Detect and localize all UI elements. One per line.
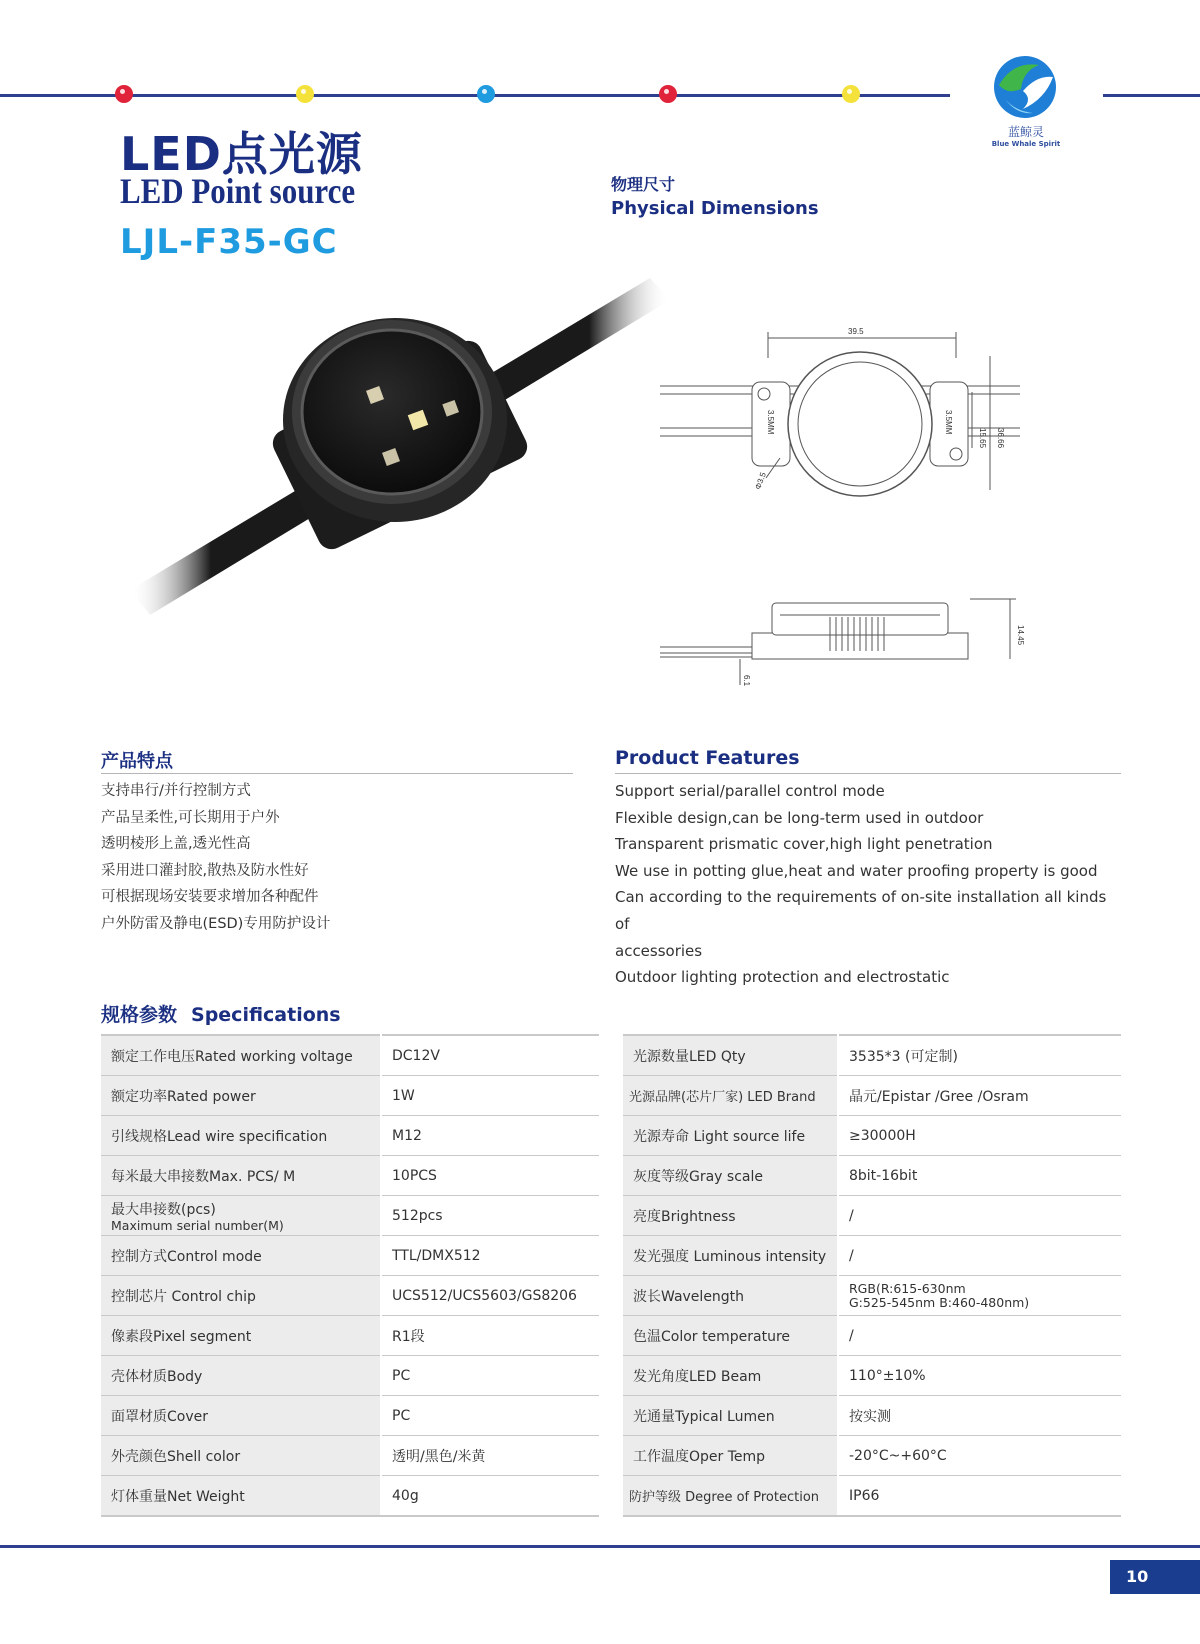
- feature-item-en: We use in potting glue,heat and water proofing property is good: [615, 861, 1098, 880]
- spec-value: 按实测: [838, 1396, 1121, 1436]
- spec-value: 10PCS: [381, 1156, 599, 1196]
- footer-rule: [0, 1545, 1200, 1548]
- table-row: [101, 1396, 599, 1436]
- red-dot-decoration: [115, 85, 133, 103]
- page-title-cn: LED点光源: [120, 127, 363, 181]
- specs-heading-cn: 规格参数: [101, 1004, 178, 1026]
- dimension-drawing-side: [660, 595, 1060, 705]
- spec-label: 光通量Typical Lumen: [623, 1396, 838, 1436]
- spec-value-line2: G:525-545nm B:460-480nm): [849, 1294, 1030, 1310]
- feature-item-cn: 采用进口灌封胶,散热及防水性好: [101, 862, 309, 879]
- feature-item-cn: 产品呈柔性,可长期用于户外: [101, 809, 280, 826]
- red-dot-decoration: [659, 85, 677, 103]
- dimensions-heading-cn: 物理尺寸: [611, 175, 676, 194]
- table-row: [101, 1236, 599, 1276]
- feature-item-cn: 支持串行/并行控制方式: [101, 783, 251, 799]
- feature-item-en: Can according to the requirements of on-site installation all kinds of: [615, 888, 1107, 933]
- specs-table-left: [101, 1034, 599, 1517]
- spec-label: 防护等级 Degree of Protection: [623, 1476, 838, 1517]
- spec-value: [838, 1276, 1121, 1316]
- spec-value: TTL/DMX512: [381, 1236, 599, 1276]
- feature-item-en: Support serial/parallel control mode: [615, 782, 885, 800]
- spec-label: 波长Wavelength: [623, 1276, 838, 1316]
- table-row: [623, 1356, 1121, 1396]
- spec-value: M12: [381, 1116, 599, 1156]
- feature-item-en: Transparent prismatic cover,high light penetration: [615, 835, 993, 854]
- spec-label: 控制方式Control mode: [101, 1236, 381, 1276]
- spec-label-line2: Maximum serial number(M): [111, 1217, 284, 1233]
- dim-side-label-right: 3.5MM: [944, 410, 953, 435]
- page-number: 10: [1110, 1560, 1200, 1594]
- spec-value: /: [838, 1316, 1121, 1356]
- feature-item-cn: 可根据现场安装要求增加各种配件: [101, 889, 319, 906]
- dim-side-label-left: 3.5MM: [766, 410, 775, 435]
- yellow-dot-decoration: [296, 85, 314, 103]
- spec-value: PC: [381, 1396, 599, 1436]
- table-row: [623, 1236, 1121, 1276]
- spec-label: 外壳颜色Shell color: [101, 1436, 381, 1476]
- spec-value: DC12V: [381, 1035, 599, 1076]
- table-row: [623, 1116, 1121, 1156]
- top-rail-right: [1103, 94, 1200, 97]
- table-row: [623, 1476, 1121, 1517]
- features-list-cn: [101, 778, 561, 938]
- spec-value: 512pcs: [381, 1196, 599, 1236]
- spec-label: 光源寿命 Light source life: [623, 1116, 838, 1156]
- specs-table-right: [623, 1034, 1121, 1517]
- spec-value: R1段: [381, 1316, 599, 1356]
- model-number: LJL-F35-GC: [120, 222, 338, 262]
- brand-name-cn: 蓝鲸灵: [1007, 125, 1044, 139]
- spec-label: 灰度等级Gray scale: [623, 1156, 838, 1196]
- spec-label: 亮度Brightness: [623, 1196, 838, 1236]
- spec-label: [101, 1196, 381, 1236]
- spec-label-line1: 最大串接数(pcs): [111, 1201, 216, 1218]
- table-row: [623, 1156, 1121, 1196]
- spec-label: 发光角度LED Beam: [623, 1356, 838, 1396]
- dimension-drawing-top: [660, 318, 1020, 528]
- feature-item-cn: 透明棱形上盖,透光性高: [101, 836, 251, 853]
- spec-label: 面罩材质Cover: [101, 1396, 381, 1436]
- spec-value: ≥30000H: [838, 1116, 1121, 1156]
- spec-value: IP66: [838, 1476, 1121, 1517]
- table-row: [101, 1276, 599, 1316]
- spec-label: 发光强度 Luminous intensity: [623, 1236, 838, 1276]
- dim-hole-label: Φ3.5: [753, 471, 768, 491]
- product-photo: [130, 270, 690, 650]
- spec-label: 壳体材质Body: [101, 1356, 381, 1396]
- blue-dot-decoration: [477, 85, 495, 103]
- spec-value-line1: RGB(R:615-630nm: [849, 1280, 966, 1296]
- specs-heading-en: Specifications: [191, 1004, 341, 1026]
- spec-value: UCS512/UCS5603/GS8206: [381, 1276, 599, 1316]
- table-row: [101, 1356, 599, 1396]
- spec-label: 控制芯片 Control chip: [101, 1276, 381, 1316]
- spec-value: -20°C~+60°C: [838, 1436, 1121, 1476]
- table-row: [623, 1436, 1121, 1476]
- table-row: [101, 1035, 599, 1076]
- table-row: [623, 1076, 1121, 1116]
- spec-label: 每米最大串接数Max. PCS/ M: [101, 1156, 381, 1196]
- features-list-en: [615, 778, 1125, 991]
- feature-item-en: Outdoor lighting protection and electrostatic: [615, 968, 950, 987]
- feature-item-en: Flexible design,can be long-term used in outdoor: [615, 808, 984, 827]
- feature-item-cn: 户外防雷及静电(ESD)专用防护设计: [101, 915, 331, 932]
- yellow-dot-decoration: [842, 85, 860, 103]
- spec-label: 额定工作电压Rated working voltage: [101, 1035, 381, 1076]
- spec-value: 8bit-16bit: [838, 1156, 1121, 1196]
- spec-value: PC: [381, 1356, 599, 1396]
- spec-label: 额定功率Rated power: [101, 1076, 381, 1116]
- table-row: [623, 1196, 1121, 1236]
- dim-inner-label: 15.65: [978, 428, 987, 449]
- spec-value: 透明/黑色/米黄: [381, 1436, 599, 1476]
- dim-depth-label: 14.45: [1016, 625, 1025, 646]
- spec-label: 色温Color temperature: [623, 1316, 838, 1356]
- dimensions-heading-en: Physical Dimensions: [611, 198, 819, 219]
- table-row: [101, 1476, 599, 1517]
- spec-value: 晶元/Epistar /Gree /Osram: [838, 1076, 1121, 1116]
- spec-label: 像素段Pixel segment: [101, 1316, 381, 1356]
- features-divider-cn: [101, 773, 573, 774]
- spec-label: 工作温度Oper Temp: [623, 1436, 838, 1476]
- table-row: [623, 1316, 1121, 1356]
- spec-value: /: [838, 1196, 1121, 1236]
- brand-logo-icon: [993, 55, 1057, 119]
- top-rail-left: [0, 94, 950, 97]
- spec-label: 引线规格Lead wire specification: [101, 1116, 381, 1156]
- table-row: [101, 1436, 599, 1476]
- table-row: [101, 1076, 599, 1116]
- feature-item-en: accessories: [615, 941, 703, 960]
- spec-value: 3535*3 (可定制): [838, 1035, 1121, 1076]
- table-row: [623, 1396, 1121, 1436]
- table-row: [623, 1276, 1121, 1316]
- dim-width-label: 39.5: [848, 327, 864, 336]
- page-title-en: LED Point source: [120, 171, 356, 211]
- table-row: [101, 1116, 599, 1156]
- spec-value: 110°±10%: [838, 1356, 1121, 1396]
- specs-heading: [101, 1000, 341, 1027]
- spec-value: /: [838, 1236, 1121, 1276]
- spec-value: 40g: [381, 1476, 599, 1517]
- table-row: [101, 1316, 599, 1356]
- dim-height-label: 36.66: [996, 428, 1005, 449]
- spec-label: 灯体重量Net Weight: [101, 1476, 381, 1517]
- table-row: [101, 1156, 599, 1196]
- spec-label: 光源数量LED Qty: [623, 1035, 838, 1076]
- spec-value: 1W: [381, 1076, 599, 1116]
- dim-base-label: 6.1: [742, 675, 751, 687]
- features-heading-en: Product Features: [615, 747, 800, 769]
- features-heading-cn: 产品特点: [101, 751, 173, 772]
- spec-label: 光源品牌(芯片厂家) LED Brand: [623, 1076, 838, 1116]
- brand-name-en: Blue Whale Spirit: [991, 140, 1061, 148]
- table-row: [623, 1035, 1121, 1076]
- table-row: [101, 1196, 599, 1236]
- features-divider-en: [615, 773, 1121, 774]
